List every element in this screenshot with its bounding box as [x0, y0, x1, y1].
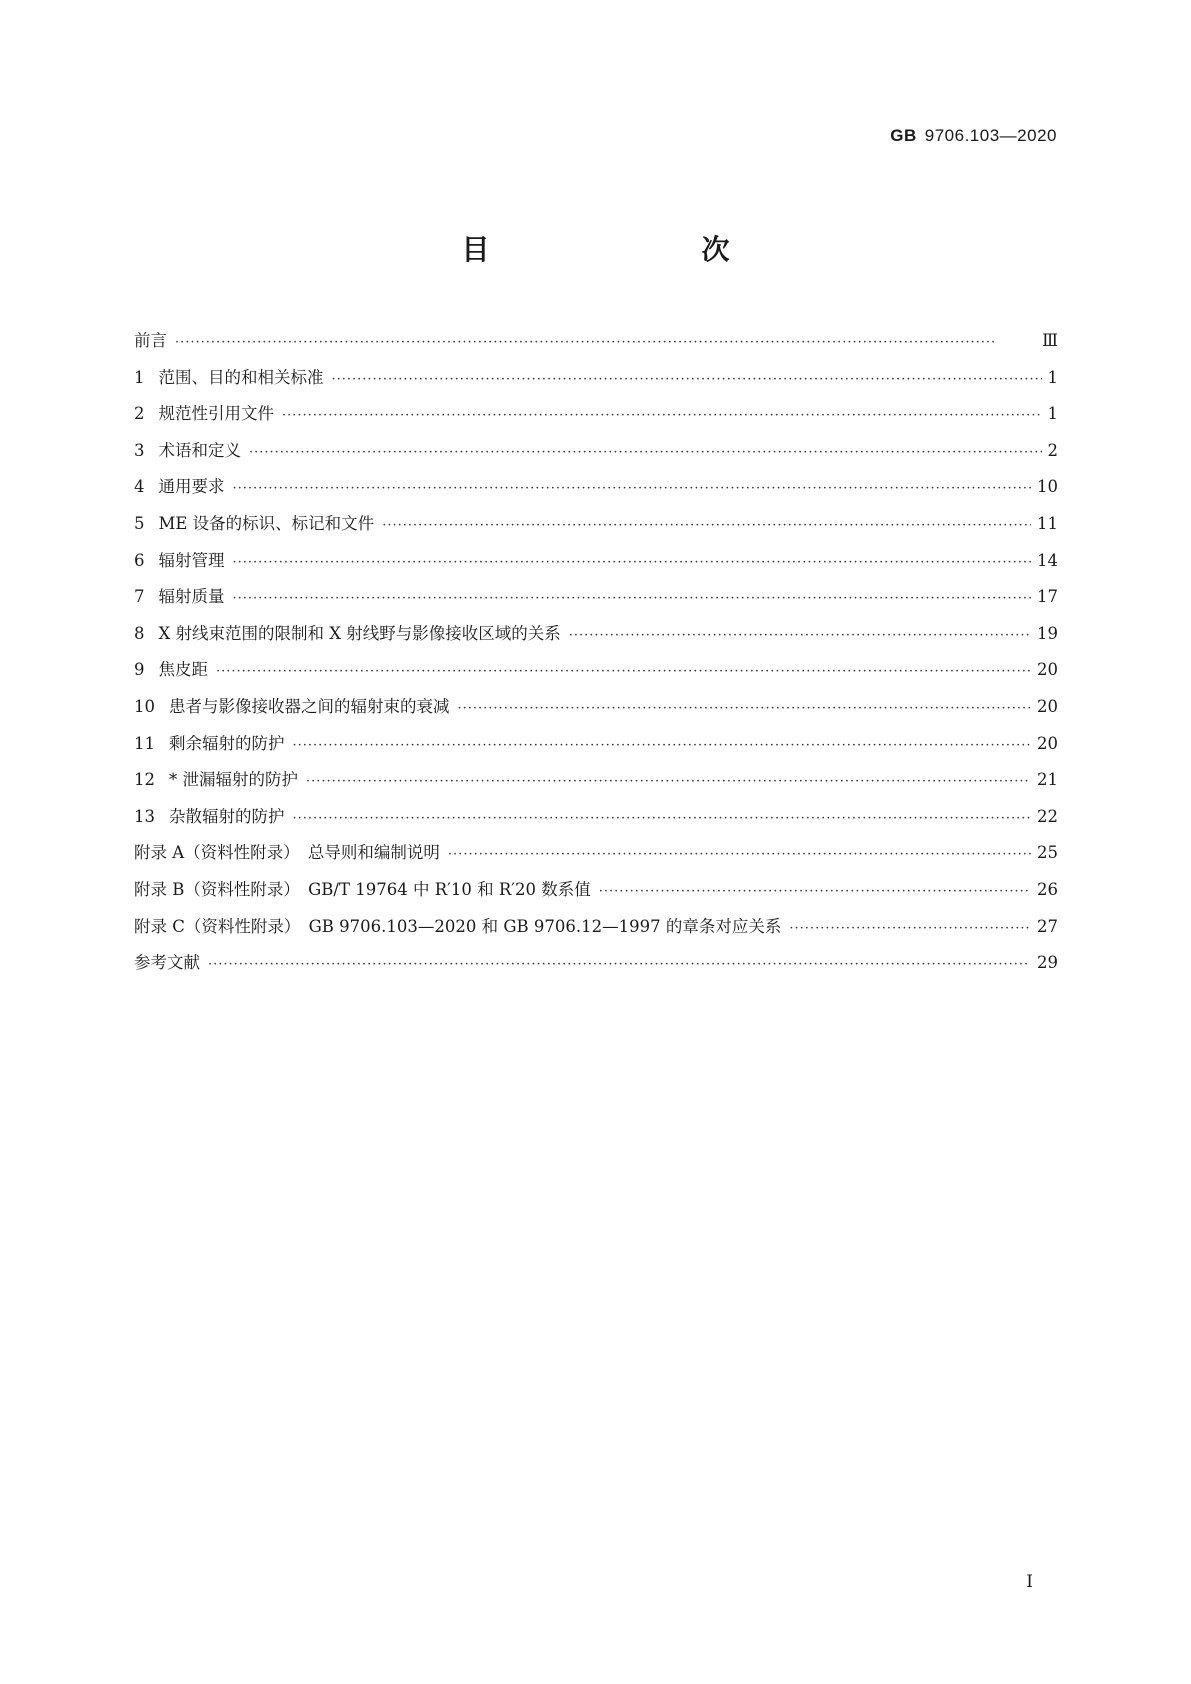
toc-entry[interactable]	[134, 473, 1058, 510]
toc-entry-page: 26	[1037, 879, 1058, 899]
toc-entry-page: Ⅲ	[1042, 331, 1058, 350]
toc-entry-page: 1	[1047, 367, 1058, 387]
toc-entry-page: 29	[1037, 953, 1058, 973]
toc-entry-number: 11	[134, 733, 155, 753]
toc-entry-label: 辐射管理	[158, 550, 225, 570]
toc-entry-number: 1	[134, 367, 145, 387]
toc-entry-page: 22	[1037, 806, 1058, 826]
toc-entry[interactable]	[134, 583, 1058, 620]
dot-leader	[233, 481, 1032, 496]
dot-leader	[448, 847, 1031, 862]
dot-leader	[458, 701, 1032, 716]
toc-entry-label: 术语和定义	[158, 440, 241, 460]
toc-entry-number: 12	[134, 770, 155, 790]
toc-entry-number: 13	[134, 806, 155, 826]
dot-leader	[233, 555, 1032, 570]
toc-entry[interactable]	[134, 400, 1058, 437]
toc-entry-page: 19	[1037, 623, 1058, 643]
toc-entry-page: 25	[1037, 843, 1058, 863]
toc-entry-label: * 泄漏辐射的防护	[169, 770, 298, 790]
dot-leader	[293, 811, 1032, 826]
toc-entry[interactable]	[134, 913, 1058, 950]
toc-entry[interactable]	[134, 730, 1058, 767]
toc-entry-label: 辐射质量	[158, 587, 225, 607]
toc-entry-label: 附录 B（资料性附录） GB/T 19764 中 R′10 和 R′20 数系值	[134, 879, 591, 899]
dot-leader	[789, 921, 1031, 936]
toc-entry-number: 2	[134, 404, 145, 424]
dot-leader	[599, 884, 1031, 899]
toc-entry-page: 27	[1037, 916, 1058, 936]
toc-entry-page: 20	[1037, 733, 1058, 753]
dot-leader	[332, 372, 1042, 387]
toc-entry[interactable]	[134, 876, 1058, 913]
toc-entry[interactable]	[134, 656, 1058, 693]
toc-entry[interactable]	[134, 766, 1058, 803]
toc-entry[interactable]	[134, 803, 1058, 840]
page-title: 目 次	[461, 233, 782, 266]
toc-entry-label: 参考文献	[134, 953, 200, 973]
dot-leader	[306, 774, 1031, 789]
toc-entry-page: 2	[1047, 440, 1058, 460]
toc-entry-label: 前言	[134, 331, 167, 350]
dot-leader	[282, 408, 1042, 423]
toc-entry-page: 14	[1037, 550, 1058, 570]
standard-number	[890, 126, 1057, 146]
standard-code: 9706.103—2020	[924, 126, 1057, 145]
toc-entry-number: 10	[134, 696, 155, 716]
toc-entry[interactable]	[134, 693, 1058, 730]
toc-entry-label: 剩余辐射的防护	[169, 733, 285, 753]
toc-entry-number: 9	[134, 660, 145, 680]
toc-entry[interactable]	[134, 364, 1058, 401]
toc-entry-label: 焦皮距	[158, 660, 208, 680]
toc-entry-label: 范围、目的和相关标准	[158, 367, 324, 387]
table-of-contents	[134, 327, 1058, 986]
toc-entry[interactable]	[134, 547, 1058, 584]
toc-entry-number: 3	[134, 440, 145, 460]
page-number: I	[1026, 1572, 1033, 1592]
toc-entry-label: 规范性引用文件	[158, 404, 274, 424]
dot-leader	[249, 445, 1042, 460]
toc-entry[interactable]	[134, 327, 1058, 364]
toc-entry-label: 通用要求	[158, 477, 225, 497]
toc-entry-label: 附录 C（资料性附录） GB 9706.103—2020 和 GB 9706.12—1997 的章条对应关系	[134, 916, 782, 936]
toc-entry[interactable]	[134, 510, 1058, 547]
toc-entry-label: 患者与影像接收器之间的辐射束的衰减	[169, 696, 450, 716]
toc-entry-page: 10	[1037, 477, 1058, 497]
toc-entry[interactable]	[134, 949, 1058, 986]
toc-entry-page: 11	[1037, 513, 1058, 533]
toc-entry-page: 20	[1037, 696, 1058, 716]
toc-entry-label: X 射线束范围的限制和 X 射线野与影像接收区域的关系	[158, 623, 561, 643]
toc-entry[interactable]	[134, 437, 1058, 474]
dot-leader	[208, 957, 1031, 972]
standard-prefix: GB	[890, 126, 917, 145]
toc-entry-label: 附录 A（资料性附录） 总导则和编制说明	[134, 843, 440, 863]
toc-entry-number: 4	[134, 477, 145, 497]
dot-leader	[382, 518, 1031, 533]
toc-entry-number: 5	[134, 513, 145, 533]
toc-entry-page: 20	[1037, 660, 1058, 680]
dot-leader	[569, 628, 1031, 643]
toc-entry[interactable]	[134, 839, 1058, 876]
dot-leader	[233, 591, 1032, 606]
toc-entry-label: ME 设备的标识、标记和文件	[158, 513, 375, 533]
toc-entry-page: 17	[1037, 587, 1058, 607]
toc-entry-number: 6	[134, 550, 145, 570]
dot-leader	[216, 664, 1031, 679]
toc-entry-page: 21	[1037, 770, 1058, 790]
toc-entry-number: 7	[134, 587, 145, 607]
toc-entry-number: 8	[134, 623, 145, 643]
toc-entry[interactable]	[134, 620, 1058, 657]
toc-entry-page: 1	[1047, 404, 1058, 424]
dot-leader	[175, 335, 1036, 350]
dot-leader	[293, 738, 1032, 753]
toc-entry-label: 杂散辐射的防护	[169, 806, 285, 826]
